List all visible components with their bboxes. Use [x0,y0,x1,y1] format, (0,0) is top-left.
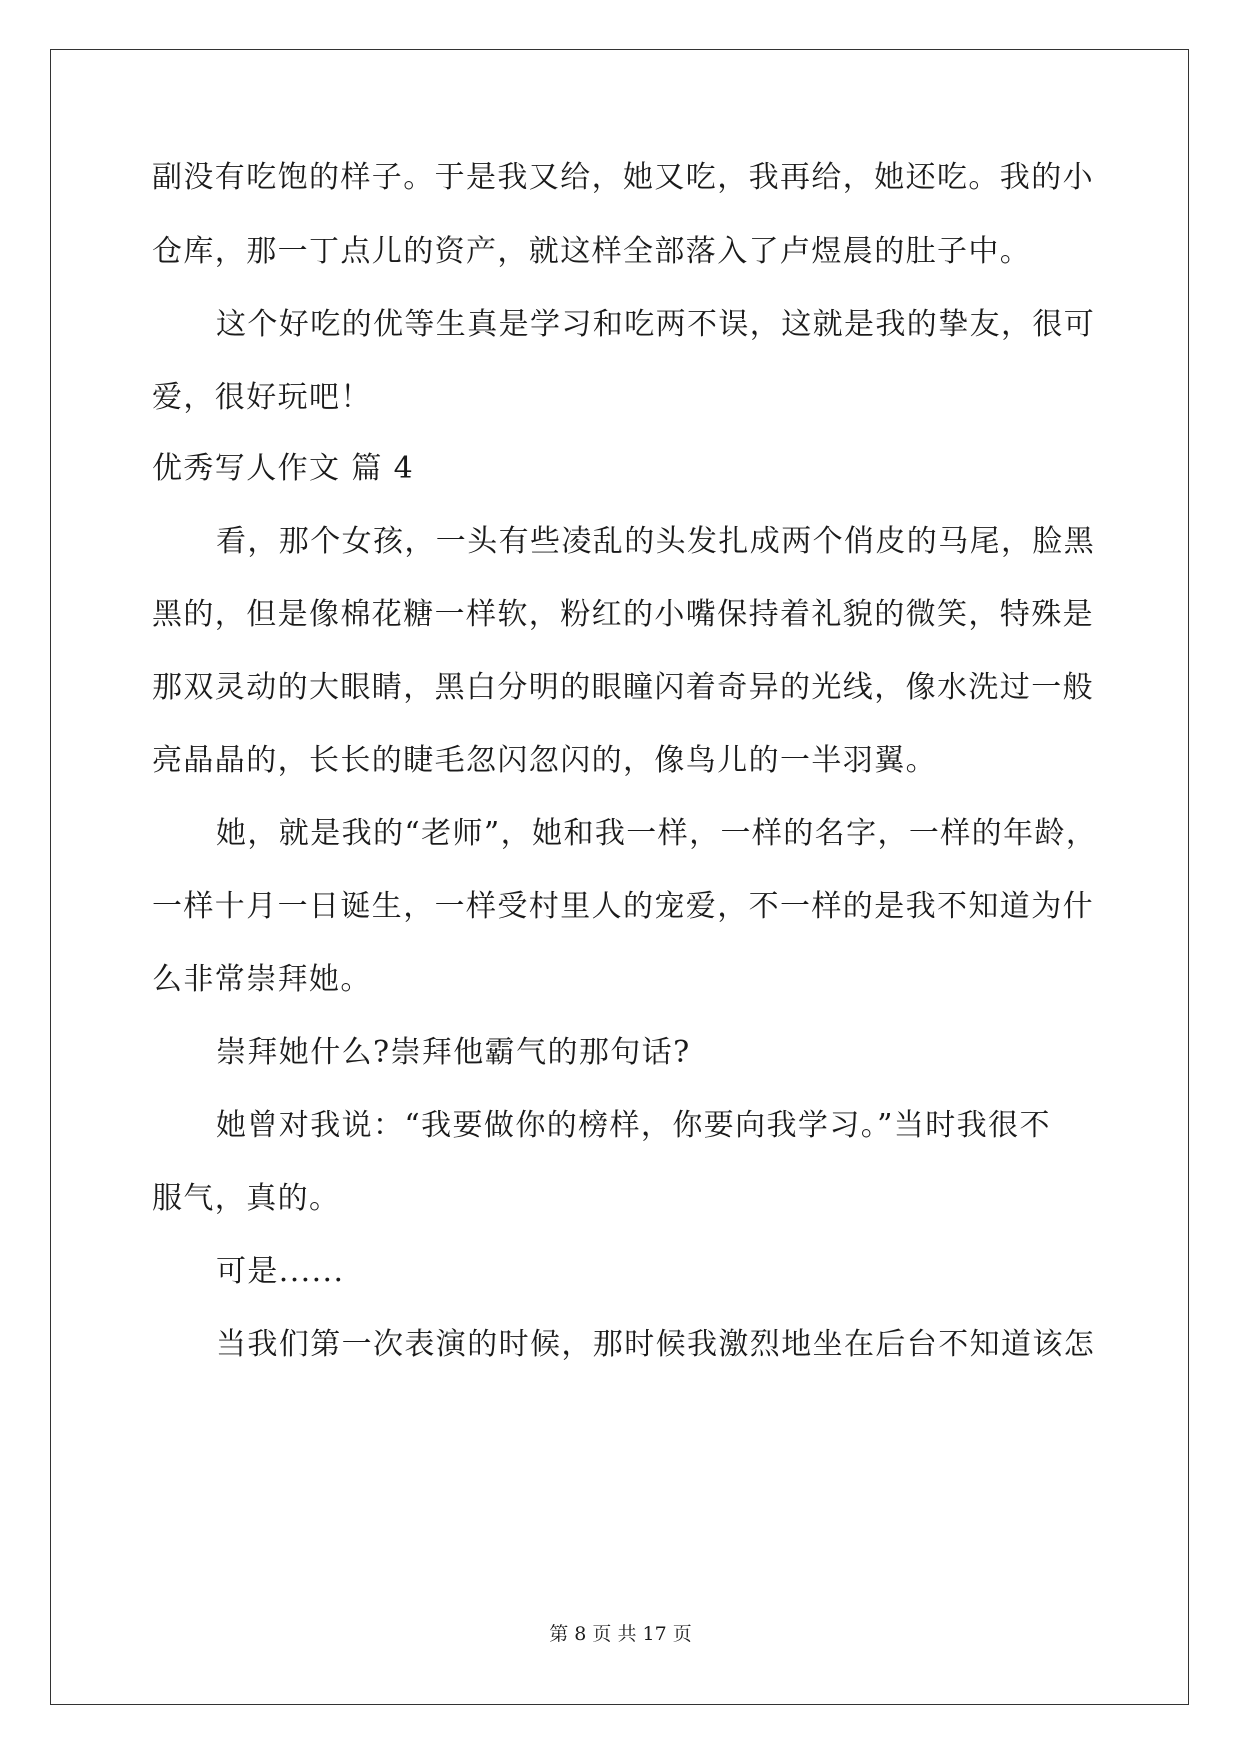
text-line: 看，那个女孩，一头有些凌乱的头发扎成两个俏皮的马尾，脸黑 [216,524,1096,559]
text-line: 崇拜她什么?崇拜他霸气的那句话? [216,1035,691,1070]
text-line: 爱，很好玩吧！ [152,380,372,415]
text-line: 当我们第一次表演的时候，那时候我激烈地坐在后台不知道该怎 [216,1327,1096,1362]
text-line: 亮晶晶的，长长的睫毛忽闪忽闪的，像鸟儿的一半羽翼。 [152,743,937,778]
text-line: 服气，真的。 [152,1181,341,1216]
text-line: 这个好吃的优等生真是学习和吃两不误，这就是我的挚友，很可 [216,307,1096,342]
text-line: 可是...... [216,1254,345,1289]
text-line: 她，就是我的“老师”，她和我一样，一样的名字，一样的年龄， [216,816,1098,851]
text-line: 黑的，但是像棉花糖一样软，粉红的小嘴保持着礼貌的微笑，特殊是 [152,597,1094,632]
text-line: 么非常崇拜她。 [152,962,372,997]
text-line: 一样十月一日诞生，一样受村里人的宠爱，不一样的是我不知道为什 [152,889,1094,924]
page-number-footer: 第 8 页 共 17 页 [549,1623,692,1645]
page-border [50,49,1189,1705]
text-line: 那双灵动的大眼睛，黑白分明的眼瞳闪着奇异的光线，像水洗过一般 [152,670,1094,705]
section-heading: 优秀写人作文 篇 4 [152,451,415,486]
text-line: 副没有吃饱的样子。于是我又给，她又吃，我再给，她还吃。我的小 [152,160,1094,195]
text-line: 仓库，那一丁点儿的资产，就这样全部落入了卢煜晨的肚子中。 [152,234,1032,269]
text-line: 她曾对我说：“我要做你的榜样，你要向我学习。”当时我很不 [216,1108,1051,1143]
